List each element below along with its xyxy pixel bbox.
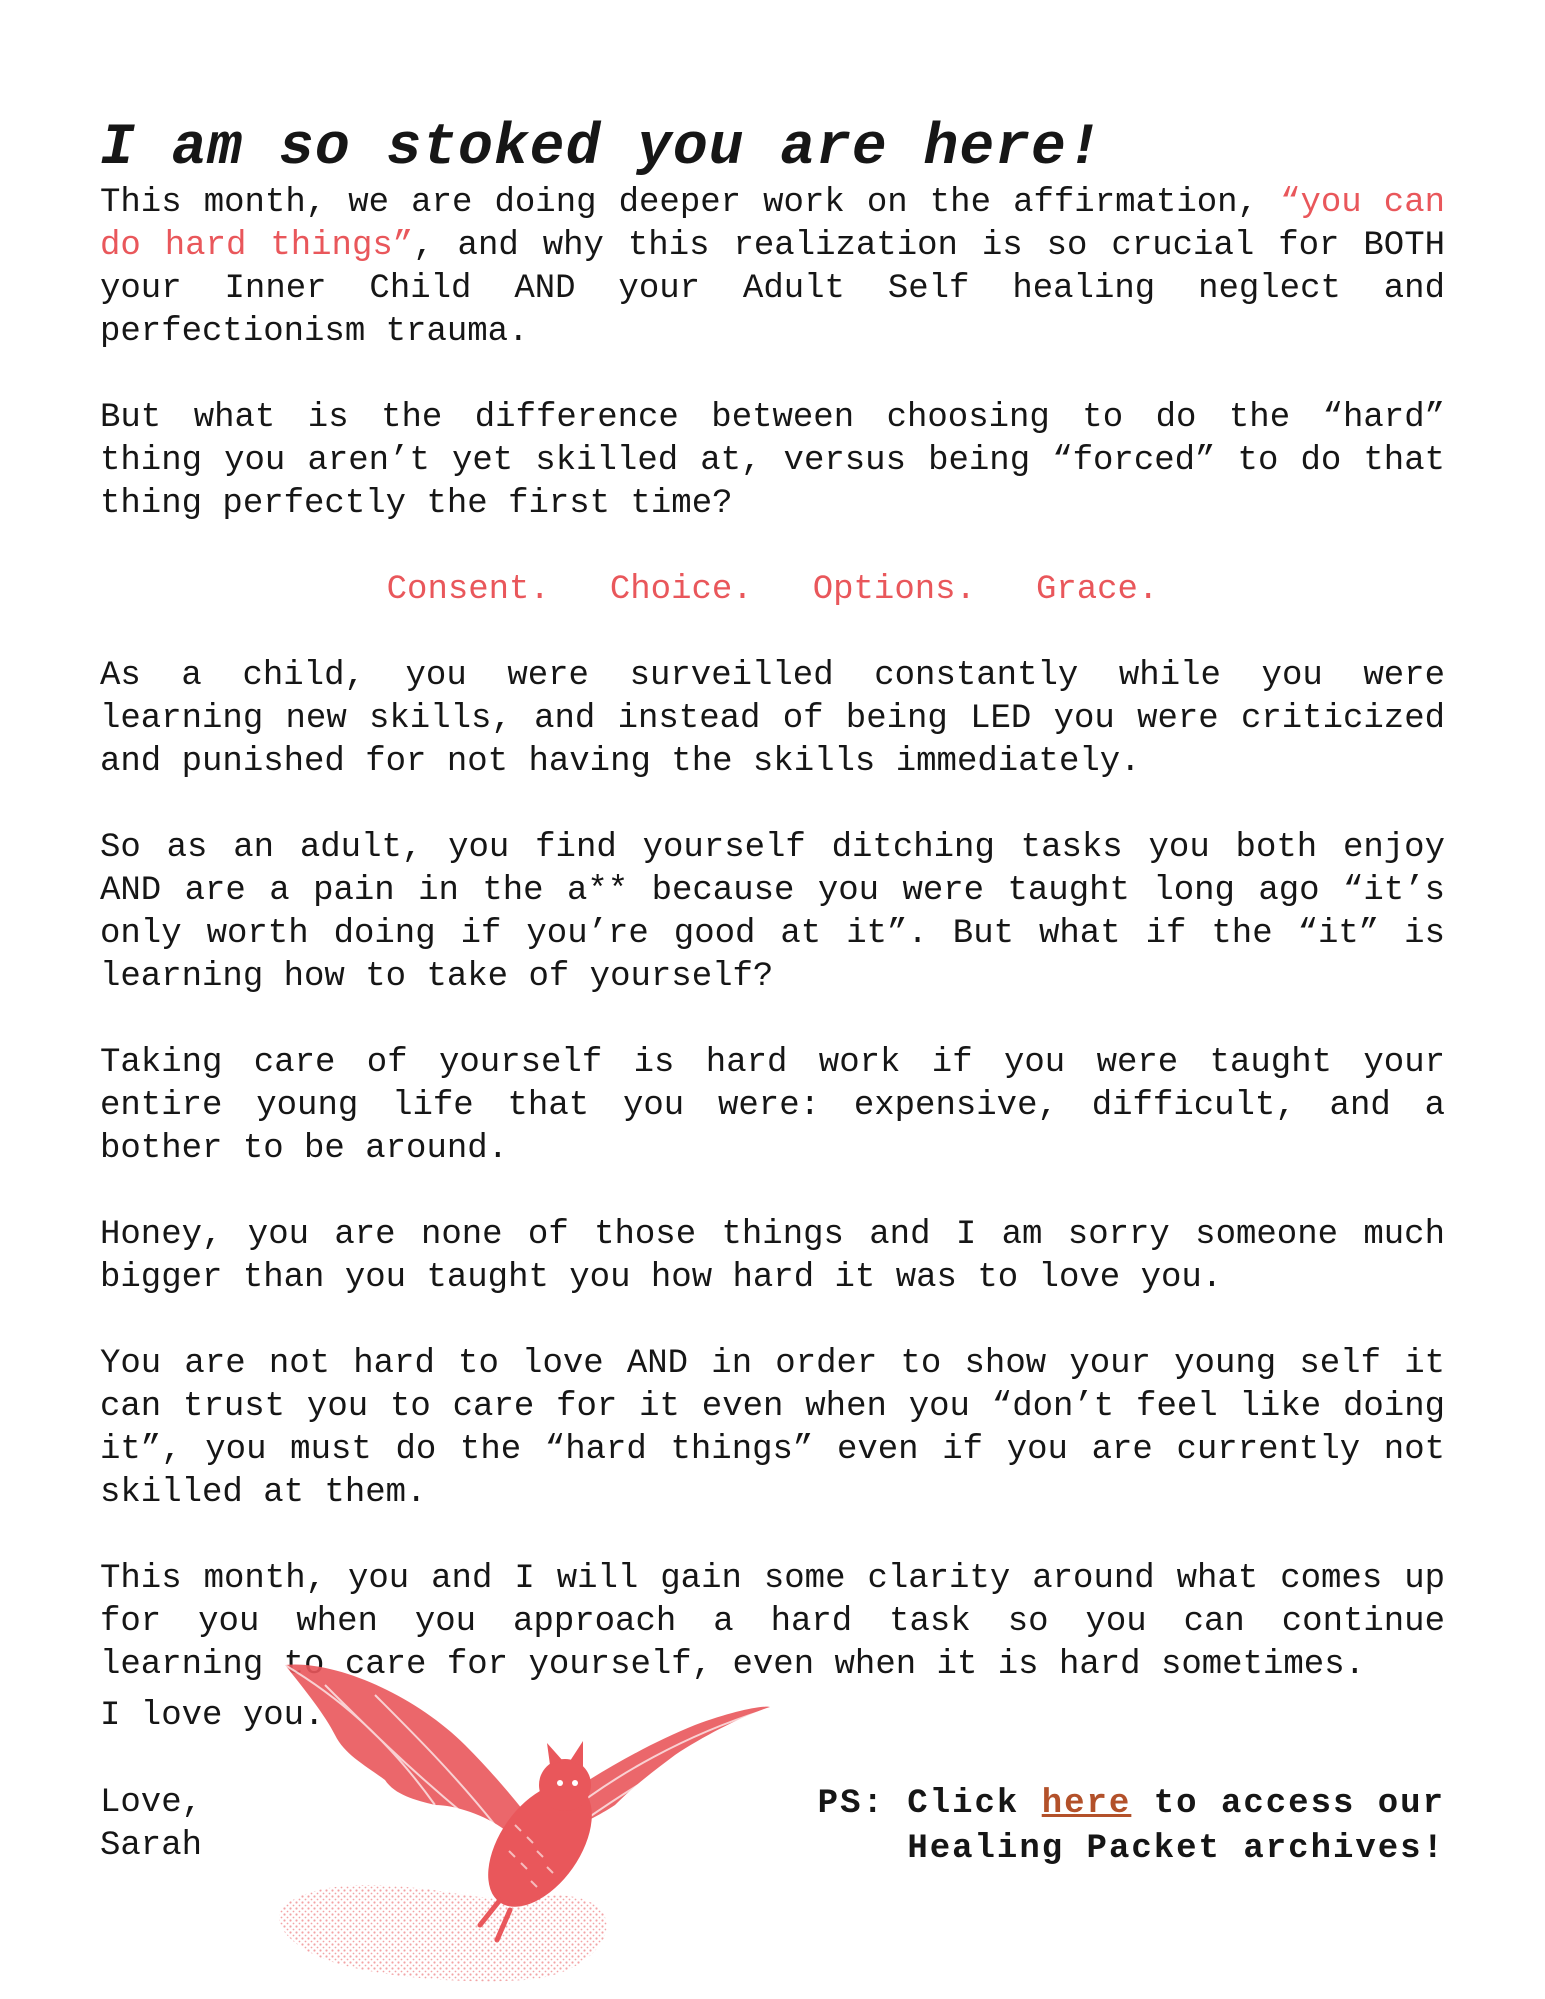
paragraph-not-hard-to-love: You are not hard to love AND in order to show your young self it can trust you to care for it even when you “don’t feel like doing it”, you must do the “hard things” even if you are currently not skilled at them. (100, 1345, 1445, 1512)
key-words (100, 569, 1445, 612)
paragraph-self-care: Taking care of yourself is hard work if you were taught your entire young life that you were: expensive, difficult, and a bother to be around. (100, 1044, 1445, 1168)
archives-link[interactable]: here (1041, 1785, 1132, 1823)
paragraph-difference: But what is the difference between choosing to do the “hard” thing you aren’t yet skilled at, versus being “forced” to do that thing perfectly the first time? (100, 399, 1445, 523)
affirmation-highlight: “you can do hard things” (100, 184, 1445, 265)
paragraph-this-month: This month, you and I will gain some clarity around what comes up for you when you approach a hard task so you can continue learning to care for yourself, even when it is hard sometimes. (100, 1560, 1445, 1684)
ps-suffix: to access our (1131, 1785, 1445, 1823)
page-title: I am so stoked you are here! (100, 116, 1103, 181)
signature-block (100, 1782, 202, 1868)
i-love-you-line: I love you. (100, 1697, 325, 1735)
ps-prefix: PS: Click (817, 1785, 1042, 1823)
word-consent: Consent. (386, 571, 550, 609)
word-grace: Grace. (1035, 571, 1159, 609)
intro-text-after: , and why this realization is so crucial for BOTH your Inner Child AND your Adult Self healing neglect and perfectionism trauma. (100, 227, 1445, 351)
bat-illustration (265, 1655, 775, 1985)
ps-note (818, 1782, 1445, 1872)
intro-text-before: This month, we are doing deeper work on the affirmation, (100, 184, 1281, 222)
paragraph-honey: Honey, you are none of those things and I am sorry someone much bigger than you taught you how hard it was to love you. (100, 1216, 1445, 1297)
paragraph-intro (100, 182, 1445, 354)
ps-line-2: Healing Packet archives! (907, 1830, 1445, 1868)
signature-name: Sarah (100, 1827, 203, 1865)
word-options: Options. (812, 571, 976, 609)
letter-body (100, 116, 1445, 1730)
ps-line-1 (818, 1782, 1445, 1827)
paragraph-adult: So as an adult, you find yourself ditching tasks you both enjoy AND are a pain in the a** because you were taught long ago “it’s only worth doing if you’re good at it”. But what if the “it” is learning how to take of yourself? (100, 829, 1445, 996)
word-choice: Choice. (609, 571, 753, 609)
paragraph-childhood: As a child, you were surveilled constantly while you were learning new skills, and instead of being LED you were criticized and punished for not having the skills immediately. (100, 657, 1445, 781)
love-line: Love, (100, 1784, 203, 1822)
